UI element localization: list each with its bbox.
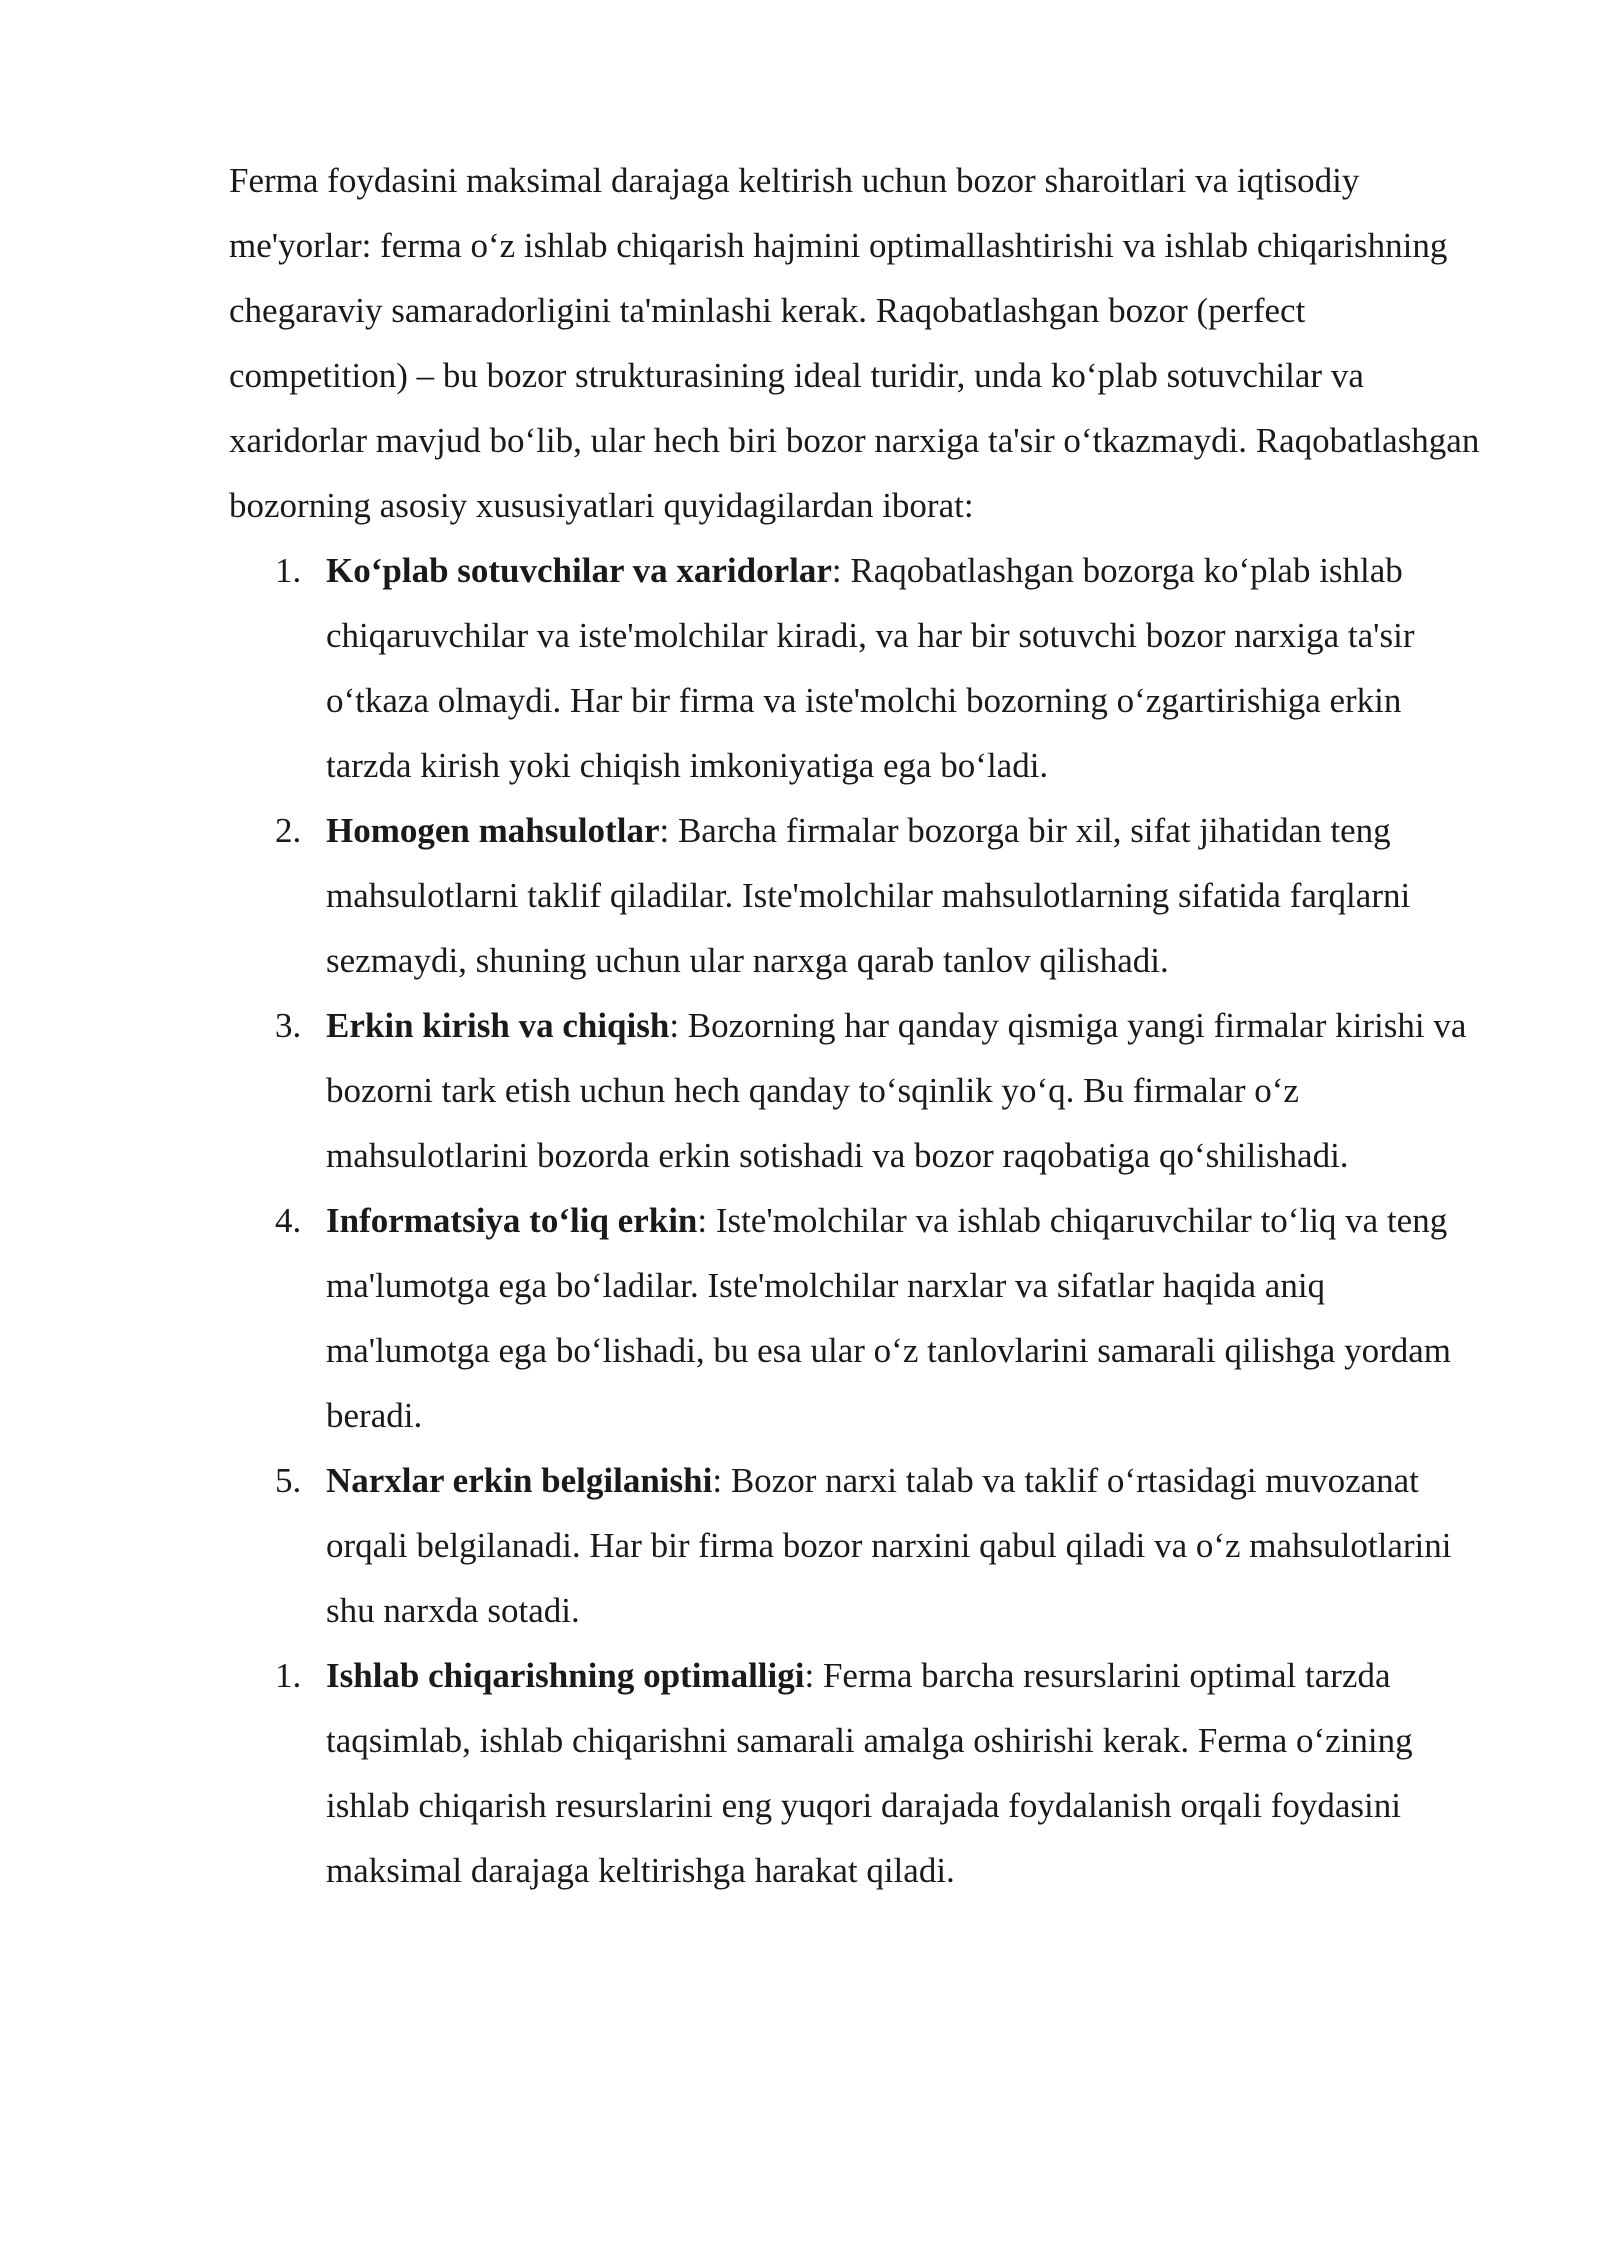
list-item-text: : Ferma barcha resurslarini optimal tarzda taqsimlab, ishlab chiqarishni samarali amalga oshirishi kerak. Ferma o‘zining ishlab chiqarish resurslarini eng yuqori darajada foydalanish orqali foydasini maksimal darajaga keltirishga harakat qiladi. bbox=[326, 1656, 1413, 1890]
list-item bbox=[229, 1448, 1489, 1643]
intro-paragraph: Ferma foydasini maksimal darajaga keltirish uchun bozor sharoitlari va iqtisodiy me'yorlar: ferma o‘z ishlab chiqarish hajmini optimallashtirishi va ishlab chiqarishning chegaraviy samaradorligini ta'minlashi kerak. Raqobatlashgan bozor (perfect competition) – bu bozor strukturasining ideal turidir, unda ko‘plab sotuvchilar va xaridorlar mavjud bo‘lib, ular hech biri bozor narxiga ta'sir o‘tkazmaydi. Raqobatlashgan bozorning asosiy xususiyatlari quyidagilardan iborat: bbox=[229, 161, 1480, 525]
list-item-text: : Bozor narxi talab va taklif o‘rtasidagi muvozanat orqali belgilanadi. Har bir firma bozor narxini qabul qiladi va o‘z mahsulotlarini shu narxda sotadi. bbox=[326, 1461, 1452, 1630]
list-item bbox=[229, 538, 1489, 798]
list-item-term: Erkin kirish va chiqish bbox=[326, 1006, 670, 1045]
list-item-text: : Iste'molchilar va ishlab chiqaruvchilar to‘liq va teng ma'lumotga ega bo‘ladilar. Iste'molchilar narxlar va sifatlar haqida aniq ma'lumotga ega bo‘lishadi, bu esa ular o‘z tanlovlarini samarali qilishga yordam beradi. bbox=[326, 1201, 1452, 1435]
document-body bbox=[229, 148, 1489, 1903]
list-item-text: : Barcha firmalar bozorga bir xil, sifat jihatidan teng mahsulotlarni taklif qiladilar. Iste'molchilar mahsulotlarning sifatida farqlarni sezmaydi, shuning uchun ular narxga qarab tanlov qilishadi. bbox=[326, 811, 1411, 980]
list-item-number: 1. bbox=[275, 1656, 302, 1695]
list-item-term: Homogen mahsulotlar bbox=[326, 811, 660, 850]
list-item bbox=[229, 1643, 1489, 1903]
list-item-term: Ko‘plab sotuvchilar va xaridorlar bbox=[326, 551, 832, 590]
list-item-number: 5. bbox=[275, 1461, 302, 1500]
list-item-text: : Raqobatlashgan bozorga ko‘plab ishlab chiqaruvchilar va iste'molchilar kiradi, va har bir sotuvchi bozor narxiga ta'sir o‘tkaza olmaydi. Har bir firma va iste'molchi bozorning o‘zgartirishiga erkin tarzda kirish yoki chiqish imkoniyatiga ega bo‘ladi. bbox=[326, 551, 1415, 785]
list-item-number: 3. bbox=[275, 1006, 302, 1045]
list-item bbox=[229, 993, 1489, 1188]
list-item-term: Ishlab chiqarishning optimalligi bbox=[326, 1656, 805, 1695]
optimization-list bbox=[229, 1643, 1489, 1903]
list-item-number: 1. bbox=[275, 551, 302, 590]
list-item-term: Informatsiya to‘liq erkin bbox=[326, 1201, 698, 1240]
list-item-number: 4. bbox=[275, 1201, 302, 1240]
list-item bbox=[229, 798, 1489, 993]
list-item-text: : Bozorning har qanday qismiga yangi firmalar kirishi va bozorni tark etish uchun hech qanday to‘sqinlik yo‘q. Bu firmalar o‘z mahsulotlarini bozorda erkin sotishadi va bozor raqobatiga qo‘shilishadi. bbox=[326, 1006, 1467, 1175]
features-list bbox=[229, 538, 1489, 1643]
list-item-term: Narxlar erkin belgilanishi bbox=[326, 1461, 713, 1500]
list-item-number: 2. bbox=[275, 811, 302, 850]
list-item bbox=[229, 1188, 1489, 1448]
